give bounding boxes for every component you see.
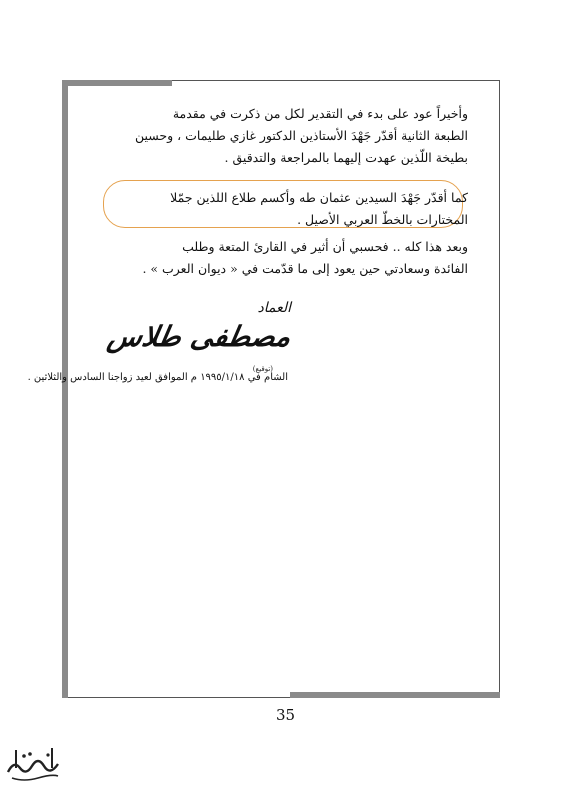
paragraph-closing — [108, 236, 468, 280]
frame-top-bar — [62, 80, 172, 86]
text-line: وأخيراً عود على بدء في التقدير لكل من ذكرت في مقدمة — [172, 106, 468, 121]
paragraph-calligraphers — [108, 187, 468, 231]
page-frame — [62, 80, 500, 698]
text-line: كما أقدّر جَهْدَ السيدين عثمان طه وأكسم طلاع اللذين جمّلا — [170, 190, 468, 205]
date-line: الشام في ١٩٩٥/١/١٨ م الموافق لعيد زواجنا السادس والثلاثين . — [27, 372, 288, 383]
paragraph-acknowledgement — [108, 103, 468, 169]
text-line: بطيخة اللّذين عهدت إليهما بالمراجعة والتدقيق . — [224, 150, 468, 165]
signature-name: مصطفى طلاس — [105, 320, 294, 353]
text-line: الفائدة وسعادتي حين يعود إلى ما قدّمت في « ديوان العرب » . — [142, 261, 468, 276]
text-line: الطبعة الثانية أقدّر جَهْدَ الأستاذين الدكتور غازي طليمات ، وحسين — [134, 128, 468, 143]
frame-bottom-bar — [290, 692, 500, 698]
signature-title: العماد — [257, 300, 291, 316]
signature-mark: (توقيع) — [252, 365, 273, 373]
text-line: وبعد هذا كله .. فحسبي أن أثير في القارئ المتعة وطلب — [182, 239, 468, 254]
frame-left-bar — [62, 80, 68, 698]
almeshkat-logo-icon — [4, 738, 62, 786]
text-line: المختارات بالخطّ العربي الأصيل . — [297, 212, 468, 227]
page-number: 35 — [276, 706, 296, 724]
